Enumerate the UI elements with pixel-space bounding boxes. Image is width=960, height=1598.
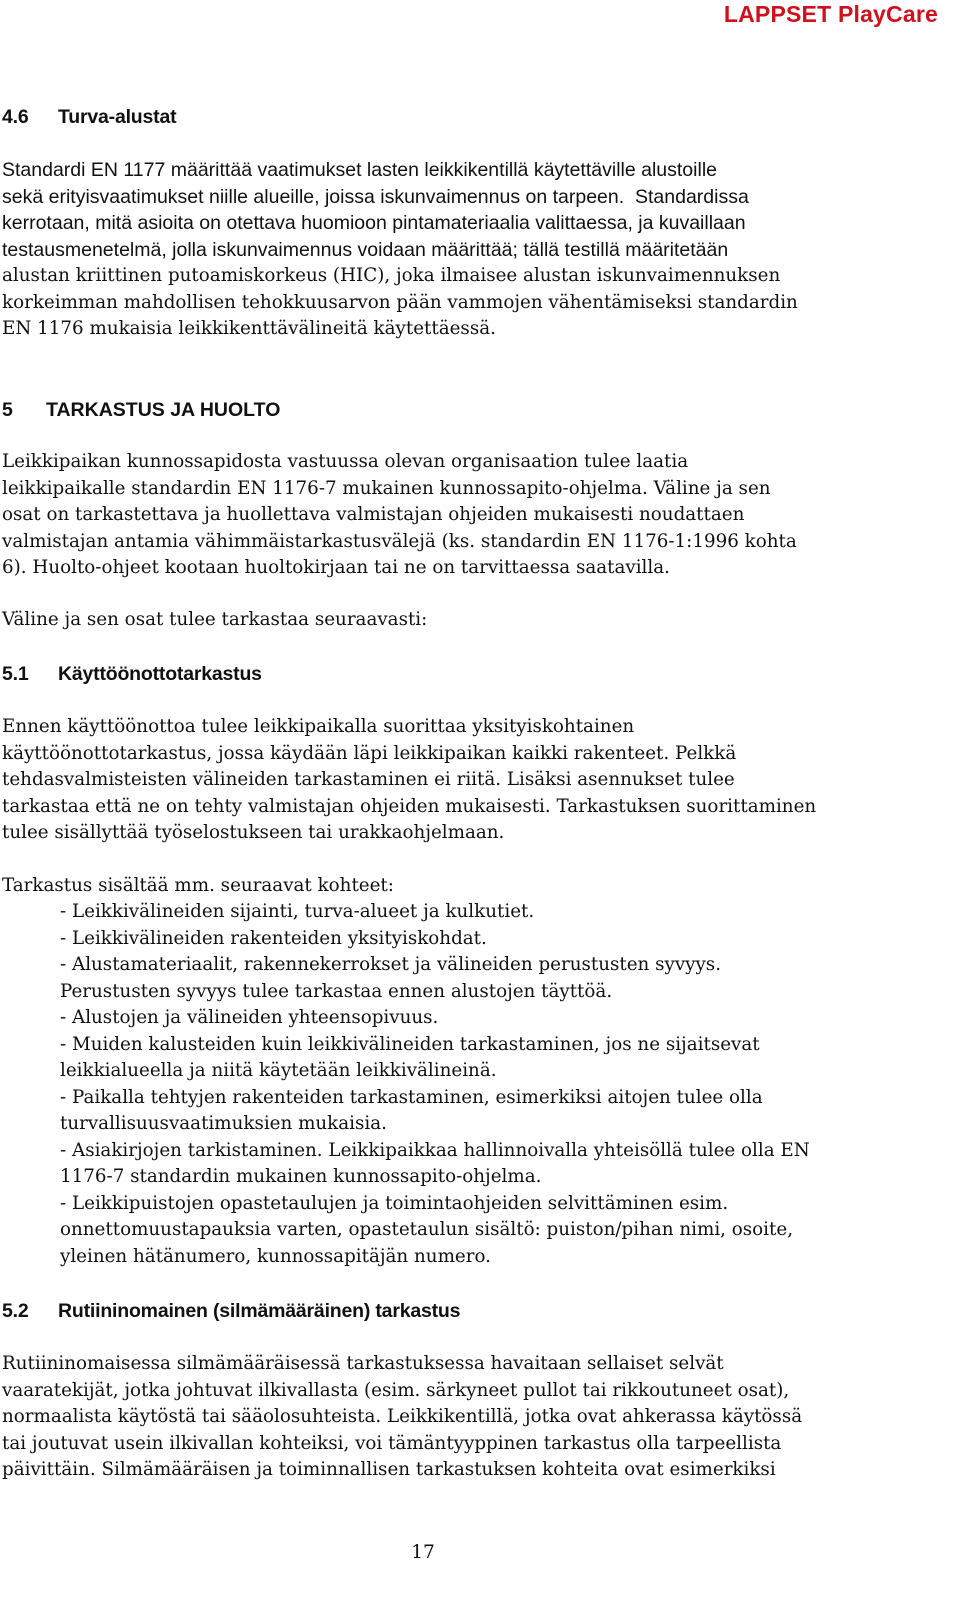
text-line: Tarkastus sisältää mm. seuraavat kohteet: <box>2 875 394 896</box>
text-line: osat on tarkastettava ja huollettava valmistajan ohjeiden mukaisesti noudattaen <box>2 504 745 525</box>
list-item-line: leikkialueella ja niitä käytetään leikkivälineinä. <box>60 1060 497 1081</box>
section-heading-5-2 <box>2 1299 460 1323</box>
section-heading-5-1 <box>2 662 262 686</box>
section-number: 5.2 <box>2 1300 29 1322</box>
paragraph-tarkastus-huolto <box>2 449 797 582</box>
list-item-line: yleinen hätänumero, kunnossapitäjän numero. <box>60 1245 491 1267</box>
list-item-line: turvallisuusvaatimuksien mukaisia. <box>60 1113 387 1134</box>
text-line: tarkastaa että ne on tehty valmistajan ohjeiden mukaisesti. Tarkastuksen suorittaminen <box>2 795 817 817</box>
text-line: Väline ja sen osat tulee tarkastaa seuraavasti: <box>2 609 428 630</box>
list-item <box>60 926 810 953</box>
brand-name-lappset: LAPPSET <box>723 1 832 27</box>
text-line <box>2 184 798 211</box>
list-item <box>60 899 810 926</box>
section-title: Käyttöönottotarkastus <box>58 663 262 685</box>
list-item-line: - Alustojen ja välineiden yhteensopivuus. <box>60 1007 439 1028</box>
list-item-line: - Muiden kalusteiden kuin leikkivälineiden tarkastaminen, jos ne sijaitsevat <box>60 1033 760 1055</box>
text-segment: sekä erityisvaatimukset niille alueille, joissa iskunvaimennus on tarpeen. <box>2 185 625 208</box>
text-line: korkeimman mahdollisen tehokkuusarvon pään vammojen vähentämiseksi standardin <box>2 291 798 313</box>
text-line: normaalista käytöstä tai sääolosuhteista. Leikkikentillä, jotka ovat ahkerassa käytössä <box>2 1406 803 1427</box>
text-line: valmistajan antamia vähimmäistarkastusvälejä (ks. standardin EN 1176-1:1996 kohta <box>2 530 797 552</box>
text-line: tehdasvalmisteisten välineiden tarkastaminen ei riitä. Lisäksi asennukset tulee <box>2 769 735 790</box>
text-line: EN 1176 mukaisia leikkikenttävälineitä käytettäessä. <box>2 318 496 339</box>
paragraph-intro <box>2 607 427 634</box>
text-line: kerrotaan, mitä asioita on otettava huomioon pintamateriaalia valittaessa, ja kuvaillaan <box>2 212 746 234</box>
text-line: tai joutuvat usein ilkivallan kohteiksi, voi tämäntyyppinen tarkastus olla tarpeellista <box>2 1432 782 1454</box>
text-line: käyttöönottotarkastus, jossa käydään läpi leikkipaikan kaikki rakenteet. Pelkkä <box>2 742 737 764</box>
page-number: 17 <box>411 1542 435 1563</box>
text-line: vaaratekijät, jotka johtuvat ilkivallasta (esim. särkyneet pullot tai rikkoutuneet osat), <box>2 1379 790 1401</box>
paragraph-rutiininomainen <box>2 1351 802 1484</box>
section-number: 4.6 <box>2 106 29 128</box>
text-line: alustan kriittinen putoamiskorkeus (HIC), joka ilmaisee alustan iskunvaimennuksen <box>2 265 781 286</box>
brand-name-playcare: PlayCare <box>837 1 938 27</box>
list-item <box>60 1138 810 1191</box>
text-line: 6). Huolto-ohjeet kootaan huoltokirjaan tai ne on tarvittaessa saatavilla. <box>2 557 670 578</box>
text-line: Leikkipaikan kunnossapidosta vastuussa olevan organisaation tulee laatia <box>2 451 689 472</box>
list-item-line: Perustusten syvyys tulee tarkastaa ennen alustojen täyttöä. <box>60 980 613 1002</box>
text-line: tulee sisällyttää työselostukseen tai urakkaohjelmaan. <box>2 822 505 843</box>
text-line: päivittäin. Silmämääräisen ja toiminnallisen tarkastuksen kohteita ovat esimerkiksi <box>2 1459 776 1480</box>
text-line: leikkipaikalle standardin EN 1176-7 mukainen kunnossapito-ohjelma. Väline ja sen <box>2 477 771 499</box>
list-item-line: onnettomuustapauksia varten, opastetaulun sisältö: puiston/pihan nimi, osoite, <box>60 1219 793 1240</box>
list-item-line: - Alustamateriaalit, rakennekerrokset ja välineiden perustusten syvyys. <box>60 954 721 975</box>
paragraph-turva-alustat <box>2 157 798 343</box>
section-heading-5 <box>2 398 280 422</box>
list-item-line: - Asiakirjojen tarkistaminen. Leikkipaikkaa hallinnoivalla yhteisöllä tulee olla EN <box>60 1139 810 1161</box>
list-item <box>60 1085 810 1138</box>
list-item-line: - Leikkivälineiden rakenteiden yksityiskohdat. <box>60 927 487 949</box>
section-title: TARKASTUS JA HUOLTO <box>46 399 281 421</box>
list-item-line: - Leikkivälineiden sijainti, turva-alueet ja kulkutiet. <box>60 901 535 922</box>
section-title: Turva-alustat <box>58 106 177 128</box>
text-segment: Standardissa <box>635 185 749 208</box>
inspection-list <box>60 899 810 1270</box>
list-intro <box>2 873 394 900</box>
list-item-line: 1176-7 standardin mukainen kunnossapito-ohjelma. <box>60 1166 542 1187</box>
list-item-line: - Paikalla tehtyjen rakenteiden tarkastaminen, esimerkiksi aitojen tulee olla <box>60 1086 763 1108</box>
text-line: testausmenetelmä, jolla iskunvaimennus voidaan määrittää; tällä testillä määritetään <box>2 238 729 261</box>
list-item-line: - Leikkipuistojen opastetaulujen ja toimintaohjeiden selvittäminen esim. <box>60 1192 729 1214</box>
section-heading-4-6 <box>2 105 176 129</box>
list-item <box>60 952 810 1005</box>
list-item <box>60 1032 810 1085</box>
paragraph-kayttoonotto <box>2 714 816 847</box>
list-item <box>60 1005 810 1032</box>
list-item <box>60 1191 810 1271</box>
section-title: Rutiininomainen (silmämääräinen) tarkastus <box>58 1300 461 1322</box>
text-line: Ennen käyttöönottoa tulee leikkipaikalla suorittaa yksityiskohtainen <box>2 716 635 737</box>
brand-logo <box>724 0 938 28</box>
section-number: 5.1 <box>2 663 29 685</box>
text-line: Standardi EN 1177 määrittää vaatimukset lasten leikkikentillä käytettäville alustoille <box>2 159 717 181</box>
text-line: Rutiininomaisessa silmämääräisessä tarkastuksessa havaitaan sellaiset selvät <box>2 1353 724 1374</box>
section-number: 5 <box>2 399 13 421</box>
